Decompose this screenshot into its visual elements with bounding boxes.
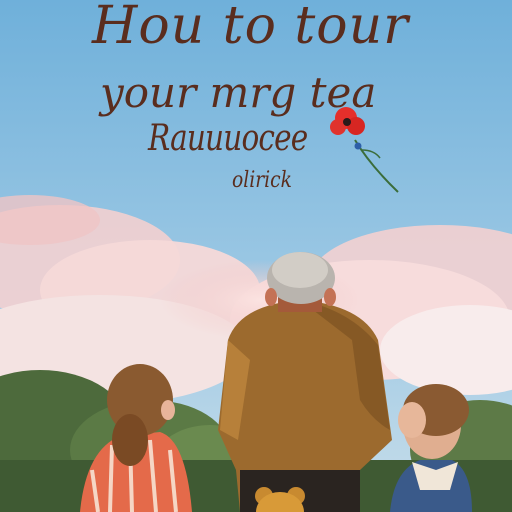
handwritten-title-line-2: your mrg tea [100,68,377,117]
handwritten-title-line-3: Rauuuocee [148,118,308,159]
handwritten-title-line-4: olirick [232,168,292,193]
handwritten-title-line-1: Hou to tour [92,0,409,56]
